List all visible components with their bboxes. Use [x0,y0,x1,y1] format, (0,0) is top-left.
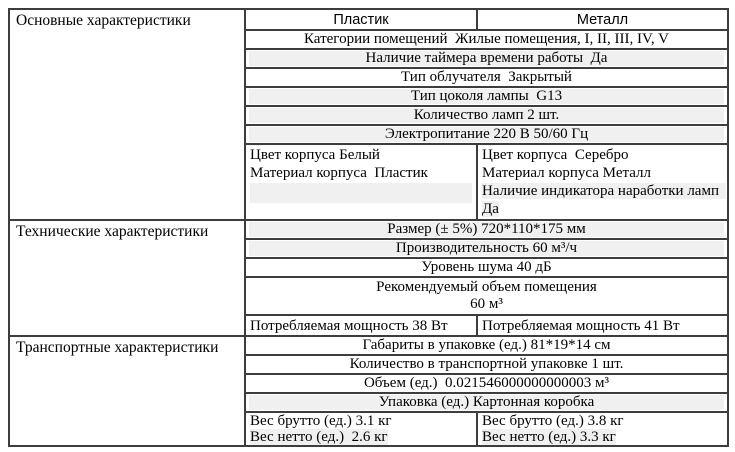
value-text: Наличие индикатора наработки ламп Да [482,183,727,217]
value-text: Объем (ед.) 0.021546000000000003 м³ [363,375,610,391]
merged-value-band [249,241,724,256]
plastic-cell [246,145,478,219]
section-title: Транспортные характеристики [10,337,246,445]
spec-line [246,317,476,335]
spec-row [246,375,727,394]
spec-row [246,356,727,375]
section-2 [10,335,727,445]
empty-highlight-band [250,183,472,203]
value-text: Цвет корпуса Белый [250,147,380,163]
value-text: Материал корпуса Пластик [250,165,428,181]
value-text: Количество ламп 2 шт. [413,107,560,123]
merged-value-band [249,51,724,66]
value-text: Упаковка (ед.) Картонная коробка [378,394,595,410]
value-text: Электропитание 220 В 50/60 Гц [384,126,589,142]
spec-line [478,164,727,182]
value-text: Потребляемая мощность 38 Вт [250,318,448,334]
spec-line [246,146,476,164]
section-1 [10,219,727,335]
section-rows [246,221,727,335]
value-text: Категории помещений Жилые помещения, I, II, III, IV, V [304,31,669,47]
value-text: Вес нетто (ед.) 3.3 кг [482,428,616,445]
spec-row [246,337,727,356]
value-text: Материал корпуса Металл [482,165,651,181]
spec-row [246,88,727,107]
metal-cell [478,316,727,335]
spec-row [246,145,727,219]
merged-value-band [249,127,724,142]
metal-cell [478,413,727,445]
section-rows [246,10,727,219]
value-text: Размер (± 5%) 720*110*175 мм [387,221,586,237]
section-title: Технические характеристики [10,221,246,335]
spec-line [478,146,727,164]
merged-value-band [249,395,724,410]
spec-row [246,107,727,126]
column-header-metal: Металл [576,11,629,28]
spec-line [246,414,476,430]
spec-row [246,316,727,335]
value-text: Габариты в упаковке (ед.) 81*19*14 см [362,337,611,353]
value-text: Уровень шума 40 дБ [421,259,552,275]
spec-row [246,126,727,145]
value-text: Количество в транспортной упаковке 1 шт. [349,356,624,372]
merged-value-band [249,32,724,47]
spec-line [478,430,727,446]
merged-value-band [249,70,724,85]
merged-value-band [249,222,724,237]
spec-line [478,414,727,430]
spec-row [246,278,727,316]
spec-row [246,259,727,278]
merged-value-band [249,260,724,275]
section-0 [10,10,727,219]
metal-cell [478,145,727,219]
spec-line [246,430,476,446]
value-text: Наличие таймера времени работы Да [365,50,608,66]
value-text: Вес брутто (ед.) 3.8 кг [482,413,624,429]
spec-line [478,317,727,335]
column-header-plastic: Пластик [246,10,478,29]
spec-row [246,31,727,50]
value-text: Потребляемая мощность 41 Вт [482,318,680,334]
value-text: Тип цоколя лампы G13 [410,88,563,104]
characteristics-table [8,8,729,447]
spec-row [246,69,727,88]
value-line: 60 м³ [470,296,503,312]
spec-line [478,182,727,218]
section-rows [246,337,727,445]
plastic-cell [246,413,478,445]
spec-row [246,10,727,31]
merged-value-band [249,338,724,353]
spec-row [246,240,727,259]
section-title: Основные характеристики [10,10,246,219]
spec-row [246,50,727,69]
value-text: Вес брутто (ед.) 3.1 кг [250,413,392,429]
value-text: Тип облучателя Закрытый [401,69,572,85]
merged-value-band [249,108,724,123]
merged-value-band [249,279,724,313]
merged-value-band [249,357,724,372]
plastic-cell [246,316,478,335]
spec-row [246,221,727,240]
value-text: Производительность 60 м³/ч [395,240,578,256]
spec-row [246,394,727,413]
value-text: Цвет корпуса Серебро [482,147,629,163]
merged-value-band [249,89,724,104]
spec-row [246,413,727,445]
value-line: Рекомендуемый объем помещения [376,279,597,295]
merged-value-band [249,376,724,391]
spec-line [246,164,476,182]
value-text: Вес нетто (ед.) 2.6 кг [250,428,388,445]
